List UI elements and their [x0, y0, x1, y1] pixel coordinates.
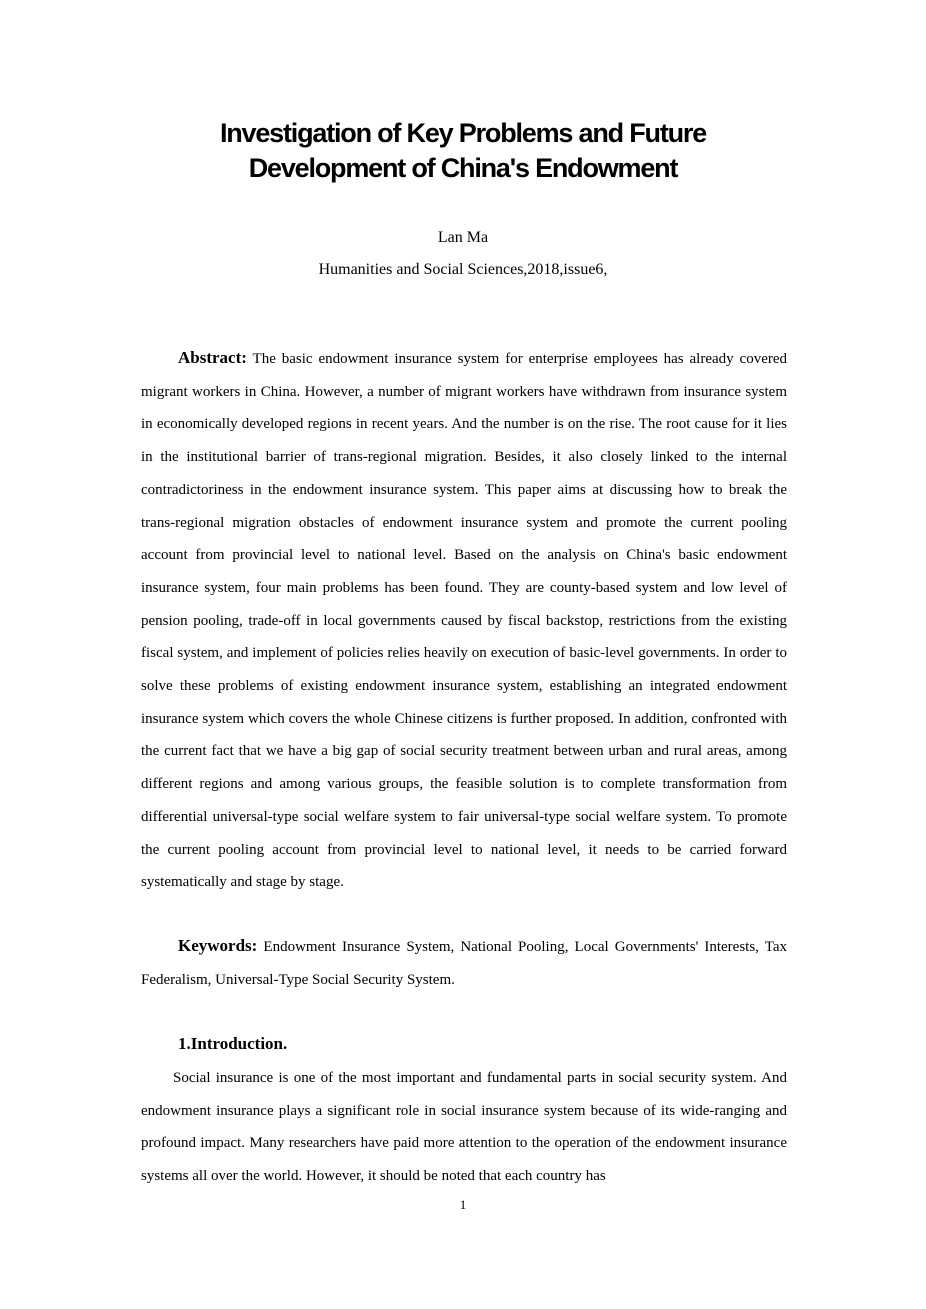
- journal-citation: Humanities and Social Sciences,2018,issue6,: [318, 261, 608, 278]
- abstract-text: The basic endowment insurance system for enterprise employees has already covered migrant workers in China. However, a number of migrant workers have withdrawn from insurance system in economically developed regions in recent years. And the number is on the rise. The root cause for it lies in the institutional barrier of trans-regional migration. Besides, it also closely linked to the internal contradictoriness in the endowment insurance system. This paper aims at discussing how to break the trans-regional migration obstacles of endowment insurance system and promote the current pooling account from provincial level to national level. Based on the analysis on China's basic endowment insurance system, four main problems has been found. They are county-based system and low level of pension pooling, trade-off in local governments caused by fiscal backstop, restrictions from the existing fiscal system, and implement of policies relies heavily on execution of basic-level governments. In order to solve these problems of existing endowment insurance system, establishing an integrated endowment insurance system which covers the whole Chinese citizens is further proposed. In addition, confronted with the current fact that we have a big gap of social security treatment between urban and rural areas, among different regions and among various groups, the feasible solution is to complete transformation from differential universal-type social welfare system to fair universal-type social welfare system. To promote the current pooling account from provincial level to national level, it needs to be carried forward systematically and stage by stage.: [141, 351, 788, 891]
- keywords-label: Keywords:: [178, 936, 258, 955]
- abstract-paragraph: [141, 342, 787, 899]
- section-heading-introduction: 1.Introduction.: [178, 1034, 288, 1053]
- keywords-paragraph: [141, 930, 787, 996]
- abstract-label: Abstract:: [178, 348, 247, 367]
- title-line-1: Investigation of Key Problems and Future: [219, 118, 707, 148]
- author-name: Lan Ma: [437, 229, 489, 246]
- page-number: 1: [459, 1197, 467, 1212]
- paper-title: [100, 116, 826, 186]
- keywords-text: Endowment Insurance System, National Pooling, Local Governments' Interests, Tax Federalism, Universal-Type Social Security System.: [141, 939, 787, 988]
- title-line-2: Development of China's Endowment: [248, 153, 678, 183]
- introduction-paragraph: Social insurance is one of the most important and fundamental parts in social security system. And endowment insurance plays a significant role in social insurance system because of its wide-ranging and profound impact. Many researchers have paid more attention to the operation of the endowment insurance systems all over the world. However, it should be noted that each country has: [141, 1070, 787, 1185]
